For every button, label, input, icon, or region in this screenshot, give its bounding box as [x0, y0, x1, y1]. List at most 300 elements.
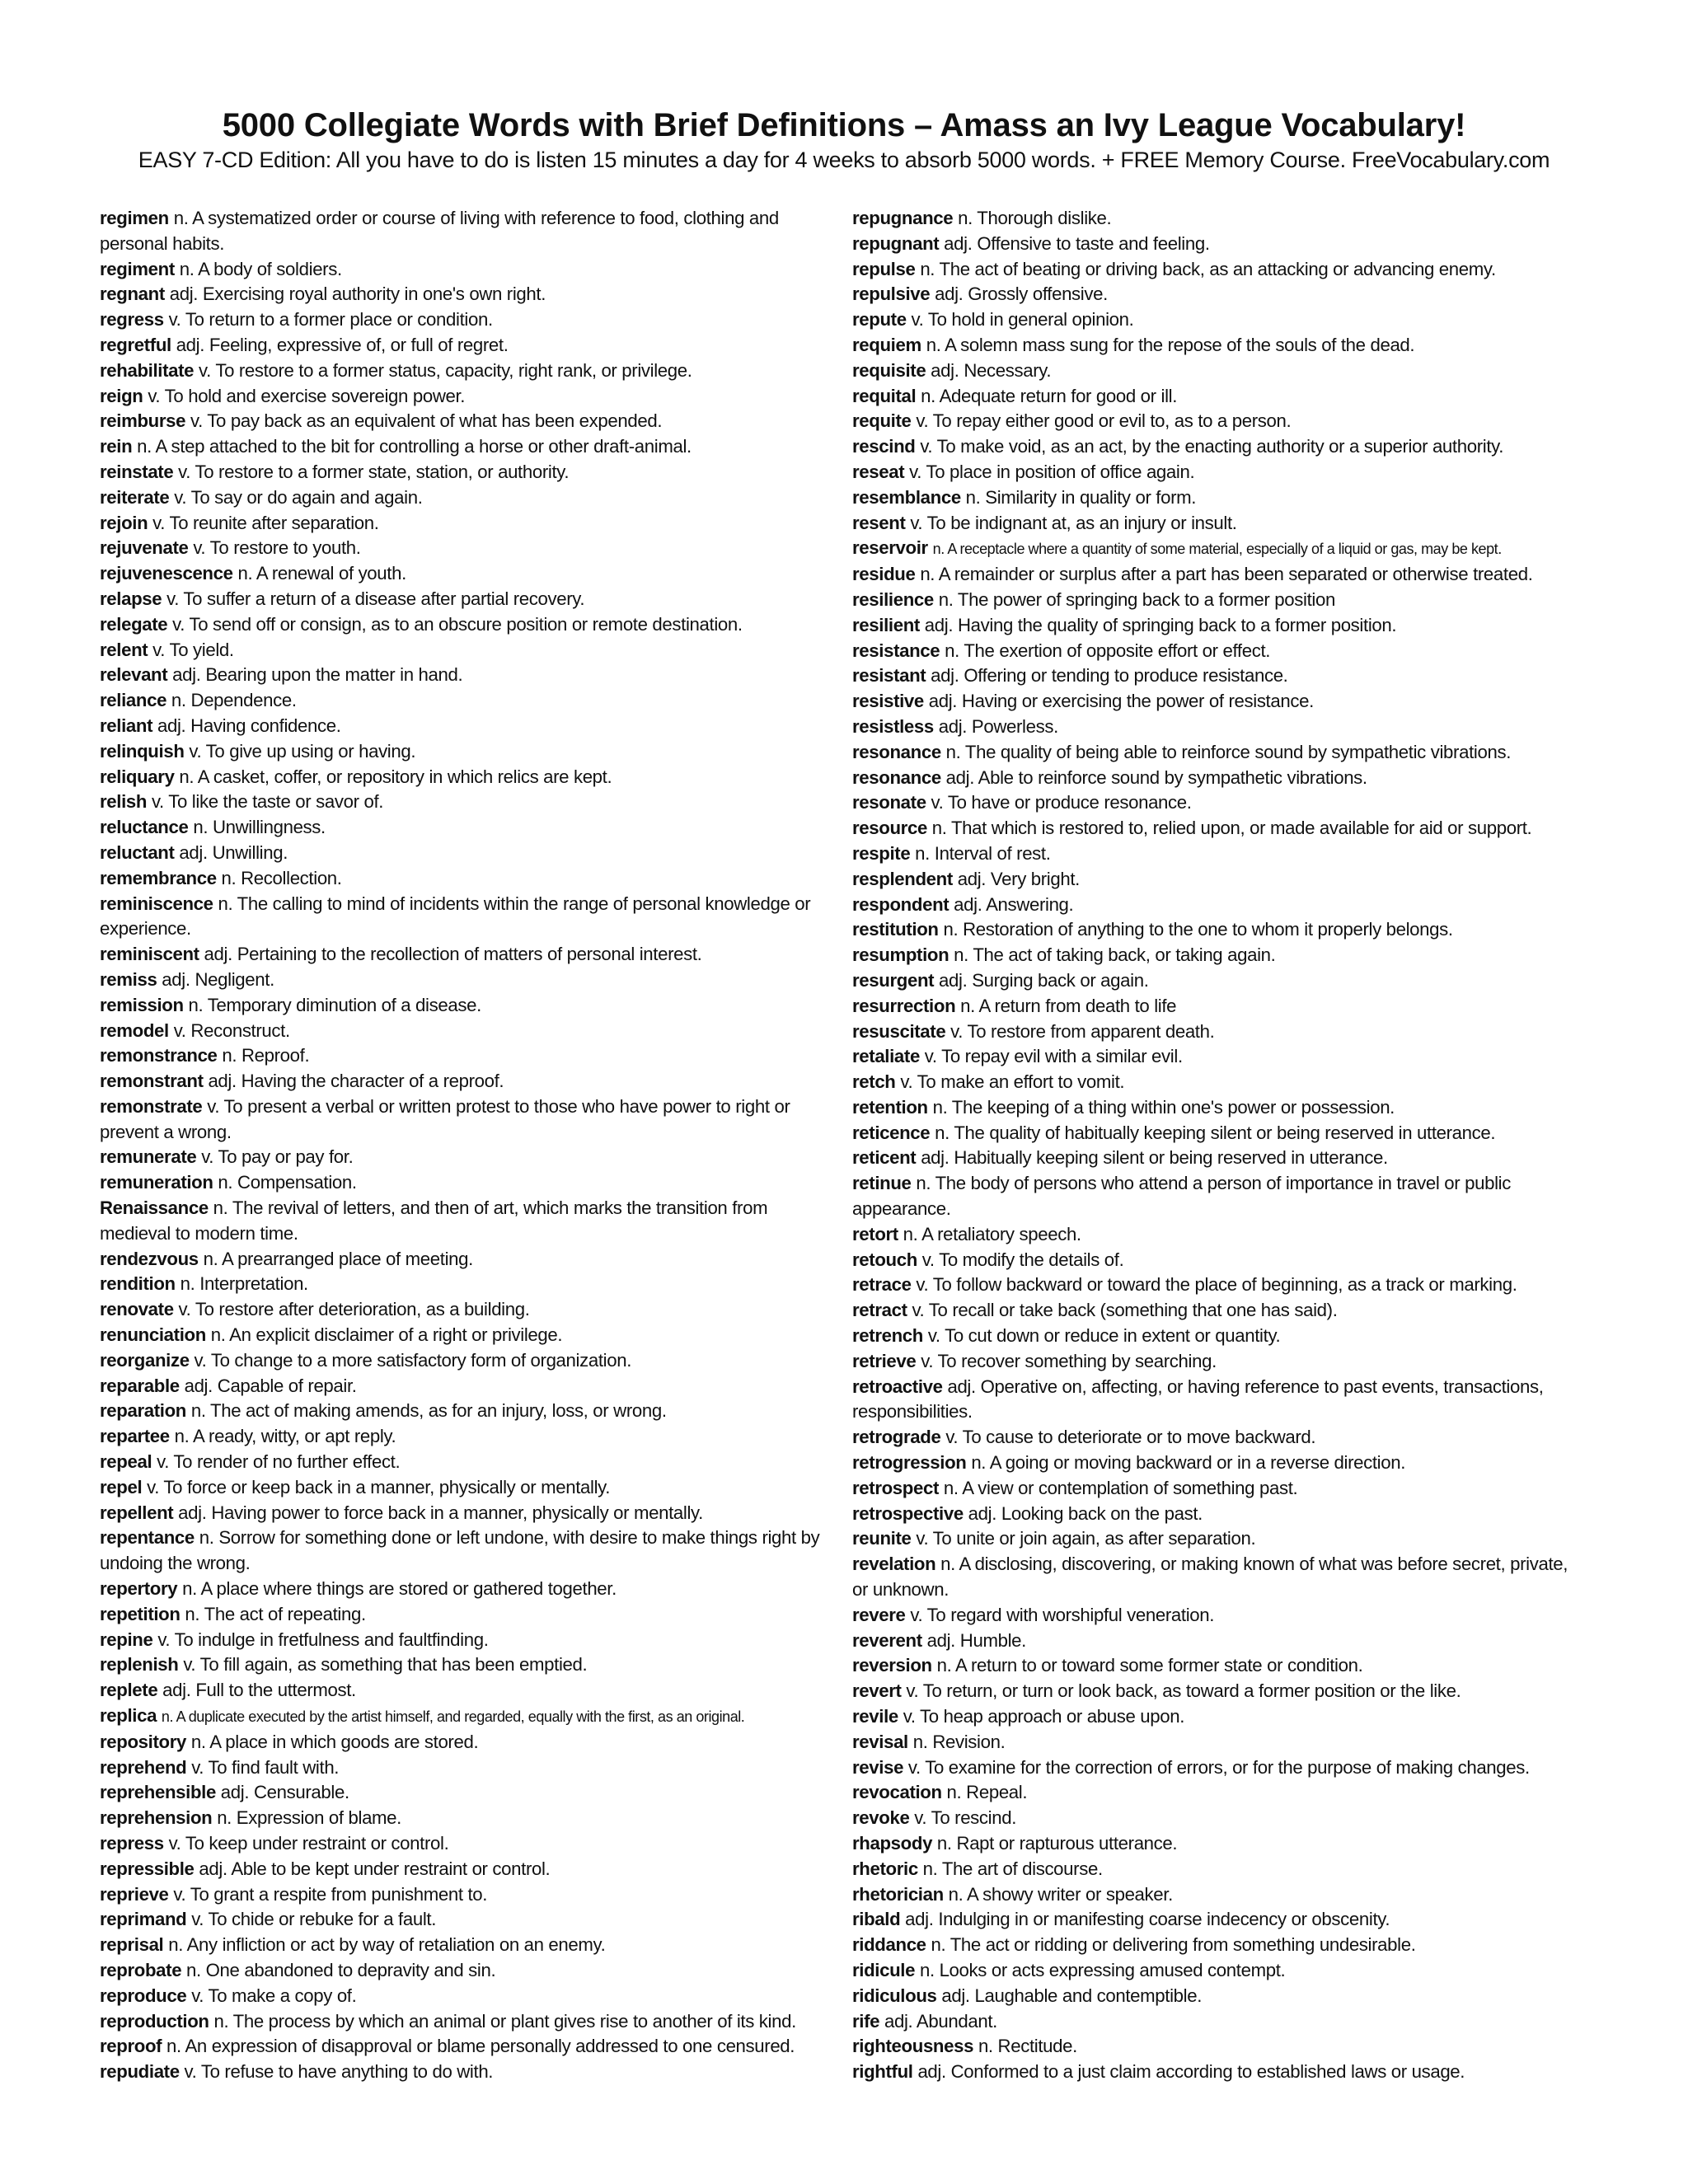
vocab-word: repugnant	[852, 232, 940, 254]
vocab-word: resonate	[852, 792, 926, 813]
vocab-word: reminiscence	[100, 893, 213, 914]
vocab-definition: adj. Looking back on the past.	[968, 1502, 1203, 1524]
vocab-definition: adj. Full to the uttermost.	[162, 1680, 356, 1701]
vocab-entry	[100, 993, 835, 1019]
vocab-word: reprieve	[100, 1883, 169, 1905]
vocab-definition: n. The revival of letters, and then of art, which marks the transition from medieval to modern time.	[100, 1197, 768, 1244]
vocab-word: regiment	[100, 258, 175, 279]
vocab-entry	[852, 1502, 1578, 1527]
vocab-definition: adj. Unwilling.	[179, 841, 288, 863]
vocab-word: reprehend	[100, 1756, 187, 1778]
vocab-entry	[100, 434, 835, 460]
vocab-word: reimburse	[100, 410, 186, 432]
vocab-word: repugnance	[852, 208, 954, 228]
vocab-entry	[100, 1043, 835, 1069]
vocab-definition: v. Reconstruct.	[173, 1019, 290, 1041]
vocab-definition: adj. Pertaining to the recollection of matters of personal interest.	[204, 944, 702, 965]
vocab-definition: adj. Censurable.	[220, 1782, 349, 1803]
vocab-definition: adj. Answering.	[954, 893, 1074, 915]
vocab-definition: n. Expression of blame.	[217, 1807, 401, 1829]
vocab-word: reverent	[852, 1629, 922, 1651]
vocab-word: reminiscent	[100, 944, 199, 965]
vocab-entry	[100, 663, 835, 688]
vocab-definition: n. A casket, coffer, or repository in which relics are kept.	[179, 766, 612, 787]
vocab-entry	[852, 1755, 1578, 1781]
vocab-entry	[852, 689, 1578, 715]
vocab-word: remembrance	[100, 867, 217, 888]
vocab-definition: n. The quality of being able to reinforce sound by sympathetic vibrations.	[945, 741, 1512, 762]
vocab-word: renunciation	[100, 1324, 206, 1346]
vocab-entry	[100, 866, 835, 892]
vocab-definition: n. The power of springing back to a former position	[938, 588, 1335, 610]
vocab-definition: v. To fill again, as something that has been emptied.	[183, 1654, 588, 1675]
vocab-entry	[100, 1323, 835, 1348]
vocab-definition: adj. Laughable and contemptible.	[941, 1985, 1203, 2006]
vocab-definition: n. Repeal.	[946, 1782, 1028, 1803]
vocab-definition: n. A remainder or surplus after a part has been separated or otherwise treated.	[920, 564, 1533, 585]
vocab-entry	[852, 1272, 1578, 1298]
vocab-entry	[852, 1653, 1578, 1679]
vocab-word: replete	[100, 1680, 158, 1701]
vocab-word: resistive	[852, 691, 924, 712]
vocab-word: repentance	[100, 1527, 195, 1549]
vocab-definition: v. To reunite after separation.	[152, 512, 379, 533]
vocab-word: retrench	[852, 1325, 923, 1347]
vocab-entry	[100, 1297, 835, 1323]
vocab-definition: adj. Offering or tending to produce resistance.	[931, 665, 1288, 687]
vocab-word: resonance	[852, 741, 941, 762]
vocab-definition: v. To return to a former place or condition.	[168, 309, 493, 330]
vocab-definition: adj. Having power to force back in a manner, physically or mentally.	[178, 1502, 703, 1523]
vocab-entry	[100, 2060, 835, 2085]
vocab-entry	[852, 434, 1578, 460]
vocab-entry	[852, 613, 1578, 639]
vocab-entry	[852, 1831, 1578, 1857]
vocab-definition: n. A return from death to life	[960, 995, 1177, 1016]
vocab-entry	[852, 1019, 1578, 1045]
vocab-definition: n. The act of taking back, or taking again.	[954, 944, 1276, 966]
vocab-entry	[100, 815, 835, 841]
vocab-entry	[852, 639, 1578, 664]
vocab-definition: n. The process by which an animal or plant gives rise to another of its kind.	[213, 2010, 796, 2032]
vocab-entry	[852, 1349, 1578, 1375]
vocab-word: rein	[100, 436, 133, 457]
vocab-word: retch	[852, 1071, 896, 1093]
vocab-definition: v. To send off or consign, as to an obscure position or remote destination.	[172, 613, 743, 635]
vocab-word: reprimand	[100, 1909, 187, 1930]
vocab-word: remunerate	[100, 1146, 197, 1168]
vocab-entry	[852, 1121, 1578, 1146]
vocab-word: rhapsody	[852, 1833, 933, 1854]
vocab-word: reproduction	[100, 2010, 209, 2032]
vocab-entry	[852, 1933, 1578, 1958]
vocab-entry	[852, 1958, 1578, 1984]
vocab-word: remuneration	[100, 1172, 213, 1193]
vocab-word: reprehension	[100, 1807, 213, 1829]
vocab-definition: adj. Humble.	[926, 1629, 1026, 1651]
vocab-entry	[852, 740, 1578, 766]
vocab-entry	[852, 1780, 1578, 1806]
vocab-entry	[100, 765, 835, 790]
vocab-definition: v. To regard with worshipful veneration.	[910, 1604, 1215, 1625]
vocab-definition: n. The act of beating or driving back, as an attacking or advancing enemy.	[920, 258, 1496, 279]
vocab-word: reliquary	[100, 766, 175, 787]
vocab-word: replenish	[100, 1654, 179, 1675]
vocab-word: revere	[852, 1604, 906, 1625]
vocab-definition: n. Sorrow for something done or left undone, with desire to make things right by undoing the wrong.	[100, 1527, 820, 1574]
vocab-definition: v. To refuse to have anything to do with.	[184, 2061, 494, 2083]
vocab-definition: v. To say or do again and again.	[174, 486, 423, 508]
vocab-entry	[852, 359, 1578, 384]
vocab-entry	[100, 333, 835, 359]
vocab-entry	[852, 1907, 1578, 1933]
vocab-entry	[100, 1831, 835, 1857]
vocab-word: reticence	[852, 1122, 931, 1143]
vocab-entry	[100, 1399, 835, 1424]
vocab-word: Renaissance	[100, 1197, 209, 1219]
vocab-word: retract	[852, 1300, 907, 1321]
vocab-word: ridicule	[852, 1959, 916, 1980]
vocab-word: reparable	[100, 1375, 180, 1396]
vocab-word: reunite	[852, 1528, 912, 1549]
vocab-word: rescind	[852, 436, 916, 457]
vocab-definition: v. To render of no further effect.	[157, 1451, 401, 1473]
vocab-word: retrace	[852, 1274, 912, 1296]
vocab-definition: adj. Able to be kept under restraint or control.	[199, 1858, 551, 1879]
vocab-definition: v. To make a copy of.	[191, 1985, 357, 2006]
vocab-entry	[100, 892, 835, 943]
vocab-definition: v. To rescind.	[914, 1807, 1017, 1829]
vocab-word: respondent	[852, 893, 950, 915]
vocab-entry	[852, 1476, 1578, 1502]
vocab-definition: n. Adequate return for good or ill.	[921, 385, 1178, 406]
vocab-entry	[852, 663, 1578, 689]
vocab-definition: v. To examine for the correction of errors, or for the purpose of making changes.	[907, 1756, 1530, 1778]
vocab-word: requite	[852, 410, 912, 432]
vocab-entry	[852, 1629, 1578, 1654]
vocab-entry	[100, 638, 835, 663]
vocab-word: retention	[852, 1096, 928, 1118]
vocab-definition: n. Revision.	[912, 1731, 1006, 1752]
vocab-word: remodel	[100, 1019, 169, 1041]
vocab-entry	[852, 485, 1578, 511]
vocab-word: repetition	[100, 1603, 181, 1624]
vocab-entry	[100, 1170, 835, 1196]
vocab-word: retrieve	[852, 1350, 917, 1371]
vocab-entry	[852, 1730, 1578, 1755]
vocab-word: retinue	[852, 1173, 912, 1194]
vocab-entry	[100, 2009, 835, 2035]
vocab-word: resilience	[852, 588, 934, 610]
vocab-definition: v. To restore to a former state, station, or authority.	[178, 461, 570, 482]
vocab-word: resent	[852, 512, 906, 533]
vocab-definition: v. To pay back as an equivalent of what has been expended.	[190, 410, 663, 432]
vocab-entry	[100, 1577, 835, 1602]
vocab-word: remission	[100, 994, 184, 1015]
vocab-definition: n. A prearranged place of meeting.	[203, 1248, 473, 1269]
vocab-definition: v. To repay evil with a similar evil.	[924, 1046, 1183, 1067]
vocab-word: reseat	[852, 461, 905, 482]
vocab-entry	[852, 1552, 1578, 1603]
vocab-definition: v. To make void, as an act, by the enacting authority or a superior authority.	[920, 436, 1504, 457]
vocab-entry	[100, 561, 835, 587]
vocab-entry	[100, 1780, 835, 1806]
vocab-word: riddance	[852, 1934, 926, 1956]
vocab-entry	[100, 460, 835, 485]
vocab-word: retroactive	[852, 1376, 943, 1397]
vocab-word: reparation	[100, 1400, 186, 1422]
vocab-definition: adj. Abundant.	[884, 2010, 997, 2032]
vocab-word: relevant	[100, 664, 168, 686]
vocab-entry	[100, 1526, 835, 1577]
vocab-word: reprehensible	[100, 1782, 216, 1803]
vocab-entry	[100, 1196, 835, 1247]
vocab-definition: adj. Habitually keeping silent or being reserved in utterance.	[921, 1147, 1388, 1169]
vocab-entry	[852, 2060, 1578, 2085]
vocab-definition: v. To suffer a return of a disease after partial recovery.	[166, 588, 585, 609]
vocab-entry	[852, 917, 1578, 943]
vocab-definition: v. To hold in general opinion.	[911, 309, 1134, 330]
vocab-word: reinstate	[100, 461, 174, 482]
vocab-word: retouch	[852, 1249, 917, 1270]
vocab-word: rhetoric	[852, 1858, 918, 1879]
vocab-word: remonstrance	[100, 1045, 218, 1066]
vocab-definition: v. To restore to youth.	[193, 537, 361, 559]
vocab-entry	[100, 511, 835, 537]
vocab-definition: v. To indulge in fretfulness and faultfinding.	[157, 1629, 489, 1650]
vocab-definition: adj. Having confidence.	[157, 715, 341, 736]
vocab-word: retrogression	[852, 1452, 967, 1474]
vocab-definition: n. A going or moving backward or in a reverse direction.	[971, 1452, 1406, 1474]
vocab-entry	[852, 307, 1578, 333]
vocab-definition: n. A ready, witty, or apt reply.	[174, 1426, 396, 1447]
vocab-word: repine	[100, 1629, 153, 1650]
vocab-entry	[852, 1857, 1578, 1882]
vocab-definition: adj. Negligent.	[162, 968, 274, 990]
vocab-definition: n. A view or contemplation of something past.	[943, 1477, 1298, 1498]
vocab-definition: n. A duplicate executed by the artist himself, and regarded, equally with the first, as an original.	[161, 1708, 745, 1726]
page-title: 5000 Collegiate Words with Brief Definitions – Amass an Ivy League Vocabulary!	[222, 107, 1466, 143]
vocab-entry	[100, 536, 835, 561]
vocab-definition: n. A return to or toward some former state or condition.	[936, 1655, 1363, 1676]
vocab-definition: v. To place in position of office again.	[909, 461, 1195, 482]
vocab-entry	[100, 1272, 835, 1297]
vocab-entry	[852, 1044, 1578, 1070]
vocab-word: reliant	[100, 715, 153, 736]
vocab-word: reluctance	[100, 817, 189, 838]
vocab-word: revile	[852, 1706, 898, 1727]
vocab-word: relegate	[100, 613, 168, 635]
vocab-entry	[852, 867, 1578, 893]
vocab-entry	[100, 1374, 835, 1399]
vocab-word: repellent	[100, 1502, 174, 1523]
vocab-definition: adj. Necessary.	[931, 359, 1052, 381]
vocab-definition: n. A retaliatory speech.	[903, 1223, 1081, 1244]
vocab-definition: v. To follow backward or toward the place of beginning, as a track or marking.	[916, 1274, 1517, 1296]
vocab-word: retrograde	[852, 1427, 941, 1448]
vocab-definition: v. To pay or pay for.	[201, 1146, 354, 1168]
vocab-entry	[852, 511, 1578, 537]
vocab-entry	[852, 282, 1578, 307]
vocab-word: resumption	[852, 944, 950, 966]
vocab-definition: n. Rectitude.	[978, 2036, 1077, 2057]
vocab-word: reticent	[852, 1147, 917, 1169]
vocab-definition: n. The calling to mind of incidents within the range of personal knowledge or experience.	[100, 893, 811, 940]
vocab-entry	[852, 1603, 1578, 1629]
vocab-entry	[100, 282, 835, 307]
vocab-entry	[100, 587, 835, 612]
vocab-word: remonstrate	[100, 1095, 203, 1117]
vocab-definition: v. To force or keep back in a manner, physically or mentally.	[147, 1476, 611, 1497]
vocab-word: resurgent	[852, 969, 935, 991]
vocab-entry	[100, 1628, 835, 1653]
vocab-definition: adj. Having the quality of springing back to a former position.	[924, 614, 1397, 635]
vocab-word: righteousness	[852, 2036, 974, 2057]
vocab-word: rendezvous	[100, 1248, 199, 1269]
vocab-word: rejuvenescence	[100, 563, 233, 584]
vocab-word: repressible	[100, 1858, 195, 1879]
vocab-entry	[100, 1450, 835, 1475]
vocab-word: resplendent	[852, 868, 953, 889]
vocab-entry	[100, 1857, 835, 1882]
vocab-entry	[100, 1602, 835, 1628]
vocab-definition: n. Recollection.	[221, 867, 342, 888]
vocab-definition: n. A place in which goods are stored.	[190, 1731, 479, 1752]
vocab-entry	[100, 739, 835, 765]
vocab-definition: n. A systematized order or course of living with reference to food, clothing and personal habits.	[100, 208, 779, 254]
vocab-word: resistant	[852, 665, 926, 687]
vocab-entry	[852, 1171, 1578, 1222]
vocab-entry	[100, 1958, 835, 1984]
vocab-definition: v. To yield.	[152, 639, 234, 660]
vocab-definition: v. To modify the details of.	[921, 1249, 1124, 1270]
vocab-definition: n. Interpretation.	[180, 1273, 308, 1295]
vocab-entry	[852, 1070, 1578, 1095]
vocab-word: residue	[852, 564, 916, 585]
vocab-word: replica	[100, 1705, 157, 1727]
vocab-entry	[100, 1704, 835, 1730]
vocab-definition: adj. Very bright.	[957, 868, 1080, 889]
vocab-word: resource	[852, 818, 927, 839]
vocab-definition: v. To have or produce resonance.	[931, 792, 1192, 813]
vocab-definition: v. To chide or rebuke for a fault.	[191, 1909, 437, 1930]
vocab-entry	[100, 612, 835, 638]
vocab-entry	[852, 766, 1578, 791]
vocab-definition: n. An expression of disapproval or blame personally addressed to one censured.	[166, 2036, 795, 2057]
vocab-word: rhetorician	[852, 1883, 944, 1905]
vocab-definition: n. A body of soldiers.	[179, 258, 342, 279]
vocab-word: repository	[100, 1731, 186, 1752]
vocab-entry	[852, 1222, 1578, 1248]
vocab-word: reproof	[100, 2036, 162, 2057]
vocab-definition: adj. Feeling, expressive of, or full of regret.	[176, 334, 509, 355]
vocab-entry	[100, 485, 835, 511]
vocab-word: reluctant	[100, 841, 175, 863]
vocab-definition: n. Unwillingness.	[193, 817, 326, 838]
vocab-word: resistance	[852, 640, 940, 661]
vocab-definition: v. To present a verbal or written protest to those who have power to right or prevent a wrong.	[100, 1095, 790, 1142]
vocab-entry	[100, 1348, 835, 1374]
vocab-definition: v. To heap approach or abuse upon.	[903, 1706, 1185, 1727]
vocab-definition: adj. Able to reinforce sound by sympathetic vibrations.	[945, 766, 1367, 788]
vocab-word: revisal	[852, 1731, 908, 1752]
vocab-definition: n. Thorough dislike.	[958, 208, 1112, 228]
vocab-entry	[100, 257, 835, 283]
vocab-word: requisite	[852, 359, 926, 381]
vocab-word: revoke	[852, 1807, 910, 1829]
vocab-entry	[100, 968, 835, 993]
vocab-definition: adj. Operative on, affecting, or having reference to past events, transactions, responsibilities.	[852, 1376, 1544, 1422]
vocab-definition: adj. Capable of repair.	[184, 1375, 357, 1396]
vocab-entry	[100, 790, 835, 815]
vocab-word: rife	[852, 2010, 880, 2032]
vocab-entry	[100, 359, 835, 384]
vocab-definition: n. A step attached to the bit for controlling a horse or other draft-animal.	[137, 436, 692, 457]
vocab-definition: adj. Having or exercising the power of resistance.	[928, 691, 1314, 712]
vocab-entry	[852, 384, 1578, 410]
vocab-entry	[852, 841, 1578, 867]
vocab-entry	[100, 1730, 835, 1755]
vocab-entry	[852, 1882, 1578, 1908]
vocab-definition: v. To grant a respite from punishment to.	[173, 1883, 488, 1905]
vocab-definition: v. To find fault with.	[191, 1756, 340, 1778]
vocab-entry	[100, 2034, 835, 2060]
vocab-entry	[852, 588, 1578, 613]
vocab-word: resonance	[852, 766, 941, 788]
vocab-word: retrospect	[852, 1477, 940, 1498]
vocab-definition: n. A showy writer or speaker.	[948, 1883, 1173, 1905]
vocab-entry	[100, 1984, 835, 2009]
vocab-entry	[852, 1704, 1578, 1730]
vocab-word: revise	[852, 1756, 904, 1778]
vocab-entry	[852, 1248, 1578, 1273]
vocab-definition: v. To recall or take back (something that one has said).	[912, 1300, 1338, 1321]
vocab-word: relinquish	[100, 740, 185, 762]
vocab-entry	[852, 562, 1578, 588]
vocab-definition: n. Restoration of anything to the one to whom it properly belongs.	[943, 919, 1453, 940]
vocab-entry	[100, 1806, 835, 1831]
vocab-word: ribald	[852, 1909, 901, 1930]
vocab-entry	[852, 257, 1578, 283]
vocab-definition: adj. Indulging in or manifesting coarse indecency or obscenity.	[905, 1909, 1390, 1930]
vocab-definition: n. That which is restored to, relied upon, or made available for aid or support.	[931, 818, 1532, 839]
vocab-entry	[100, 1652, 835, 1678]
vocab-entry	[100, 1424, 835, 1450]
vocab-word: relapse	[100, 588, 162, 609]
vocab-entry	[100, 714, 835, 739]
vocab-definition: adj. Offensive to taste and feeling.	[944, 232, 1210, 254]
vocab-word: repertory	[100, 1578, 178, 1600]
vocab-definition: n. Any infliction or act by way of retaliation on an enemy.	[168, 1934, 606, 1956]
vocab-word: retort	[852, 1223, 898, 1244]
vocab-entry	[852, 1679, 1578, 1704]
vocab-entry	[852, 1298, 1578, 1324]
vocab-word: reorganize	[100, 1349, 190, 1371]
vocab-entry	[852, 232, 1578, 257]
vocab-word: reprobate	[100, 1959, 182, 1980]
vocab-definition: adj. Exercising royal authority in one's own right.	[169, 284, 546, 305]
vocab-entry	[852, 968, 1578, 994]
vocab-definition: v. To cut down or reduce in extent or quantity.	[927, 1325, 1281, 1347]
vocab-definition: n. Compensation.	[218, 1172, 357, 1193]
vocab-word: reproduce	[100, 1985, 187, 2006]
vocab-word: repulsive	[852, 284, 931, 305]
vocab-word: remiss	[100, 968, 157, 990]
vocab-entry	[852, 1526, 1578, 1552]
vocab-entry	[852, 409, 1578, 434]
vocab-entry	[100, 1475, 835, 1501]
vocab-entry	[100, 841, 835, 866]
